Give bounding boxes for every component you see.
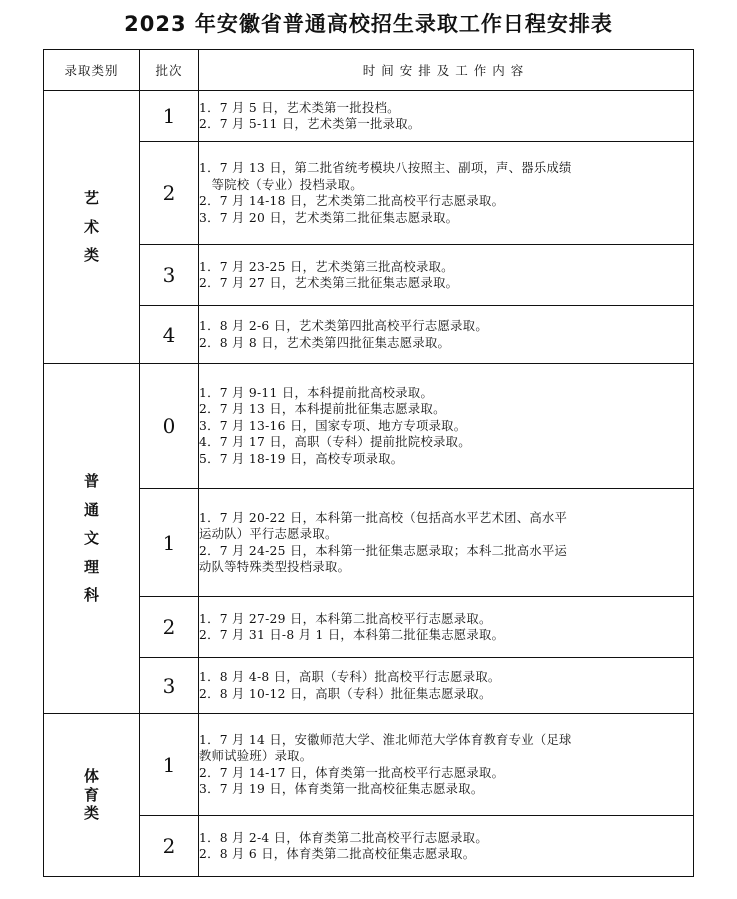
batch-cell: 3 [140, 658, 199, 714]
content-line: 2．7 月 13 日，本科提前批征集志愿录取。 [199, 402, 446, 417]
category-char: 普 [83, 472, 99, 491]
content-line: 1．8 月 2-4 日，体育类第二批高校平行志愿录取。 [199, 830, 488, 845]
content-line: 1．7 月 14 日，安徽师范大学、淮北师范大学体育教育专业（足球 [199, 732, 572, 747]
content-line: 1．8 月 2-6 日，艺术类第四批高校平行志愿录取。 [199, 319, 488, 333]
content-line: 2．7 月 14-17 日，体育类第一批高校平行志愿录取。 [199, 765, 505, 780]
category-char: 艺 [83, 189, 99, 208]
content-line: 2．7 月 24-25 日，本科第一批征集志愿录取；本科二批高水平运 [199, 543, 568, 558]
batch-cell: 2 [140, 597, 199, 658]
content-line: 2．7 月 14-18 日，艺术类第二批高校平行志愿录取。 [199, 194, 505, 208]
content-line: 2．8 月 8 日，艺术类第四批征集志愿录取。 [199, 335, 451, 350]
header-category: 录取类别 [44, 50, 140, 91]
header-content: 时间安排及工作内容 [199, 50, 694, 91]
content-cell [199, 142, 694, 245]
content-line: 2．7 月 31 日-8 月 1 日，本科第二批征集志愿录取。 [199, 628, 505, 642]
batch-cell: 3 [140, 245, 199, 306]
content-line: 5．7 月 18-19 日，高校专项录取。 [199, 451, 404, 466]
schedule-table [43, 49, 694, 877]
table-row [44, 306, 694, 364]
content-cell [199, 364, 694, 489]
content-line: 2．7 月 5-11 日，艺术类第一批录取。 [199, 117, 421, 131]
table-row [44, 714, 694, 816]
content-cell [199, 597, 694, 658]
header-batch: 批次 [140, 50, 199, 91]
content-line: 1．7 月 20-22 日，本科第一批高校（包括高水平艺术团、高水平 [199, 510, 568, 525]
category-char: 类 [83, 804, 99, 823]
table-row [44, 658, 694, 714]
table-header-row [44, 50, 694, 91]
batch-cell: 2 [140, 816, 199, 877]
batch-cell: 0 [140, 364, 199, 489]
content-cell [199, 306, 694, 364]
content-line: 2．8 月 10-12 日，高职（专科）批征集志愿录取。 [199, 686, 492, 701]
table-row [44, 816, 694, 877]
content-line: 2．7 月 27 日，艺术类第三批征集志愿录取。 [199, 276, 459, 290]
schedule-body [44, 91, 694, 877]
category-char: 理 [83, 557, 99, 576]
content-line: 运动队）平行志愿录取。 [199, 527, 338, 541]
table-row [44, 142, 694, 245]
content-cell [199, 91, 694, 142]
content-line: 1．7 月 5 日，艺术类第一批投档。 [199, 100, 400, 115]
category-char: 育 [83, 785, 99, 804]
table-row [44, 597, 694, 658]
batch-cell: 4 [140, 306, 199, 364]
content-line: 4．7 月 17 日，高职（专科）提前批院校录取。 [199, 435, 471, 450]
category-cell [44, 714, 140, 877]
content-line: 等院校（专业）投档录取。 [199, 177, 363, 192]
table-row [44, 489, 694, 597]
content-line: 1．7 月 27-29 日，本科第二批高校平行志愿录取。 [199, 611, 492, 626]
content-cell [199, 658, 694, 714]
category-char: 术 [83, 217, 99, 236]
category-char: 科 [83, 586, 99, 605]
page-title: 2023 年安徽省普通高校招生录取工作日程安排表 [124, 12, 613, 36]
batch-cell: 1 [140, 714, 199, 816]
category-char: 通 [83, 500, 99, 519]
content-line: 2．8 月 6 日，体育类第二批高校征集志愿录取。 [199, 847, 476, 861]
batch-cell: 1 [140, 91, 199, 142]
category-char: 类 [83, 246, 99, 265]
content-line: 3．7 月 19 日，体育类第一批高校征集志愿录取。 [199, 782, 484, 796]
content-line: 1．8 月 4-8 日，高职（专科）批高校平行志愿录取。 [199, 670, 501, 684]
content-line: 3．7 月 13-16 日，国家专项、地方专项录取。 [199, 418, 467, 433]
content-cell [199, 489, 694, 597]
category-char: 体 [83, 766, 99, 785]
content-line: 动队等特殊类型投档录取。 [199, 560, 351, 574]
content-line: 1．7 月 13 日，第二批省统考模块八按照主、副项，声、器乐成绩 [199, 161, 572, 175]
content-cell [199, 245, 694, 306]
category-cell [44, 364, 140, 714]
content-cell [199, 714, 694, 816]
table-row [44, 91, 694, 142]
content-line: 1．7 月 9-11 日，本科提前批高校录取。 [199, 385, 434, 400]
category-cell [44, 91, 140, 364]
batch-cell: 2 [140, 142, 199, 245]
table-row [44, 245, 694, 306]
content-cell [199, 816, 694, 877]
content-line: 1．7 月 23-25 日，艺术类第三批高校录取。 [199, 259, 454, 274]
content-line: 3．7 月 20 日，艺术类第二批征集志愿录取。 [199, 210, 459, 225]
content-line: 教师试验班）录取。 [199, 749, 313, 763]
table-row [44, 364, 694, 489]
batch-cell: 1 [140, 489, 199, 597]
category-char: 文 [83, 529, 99, 548]
